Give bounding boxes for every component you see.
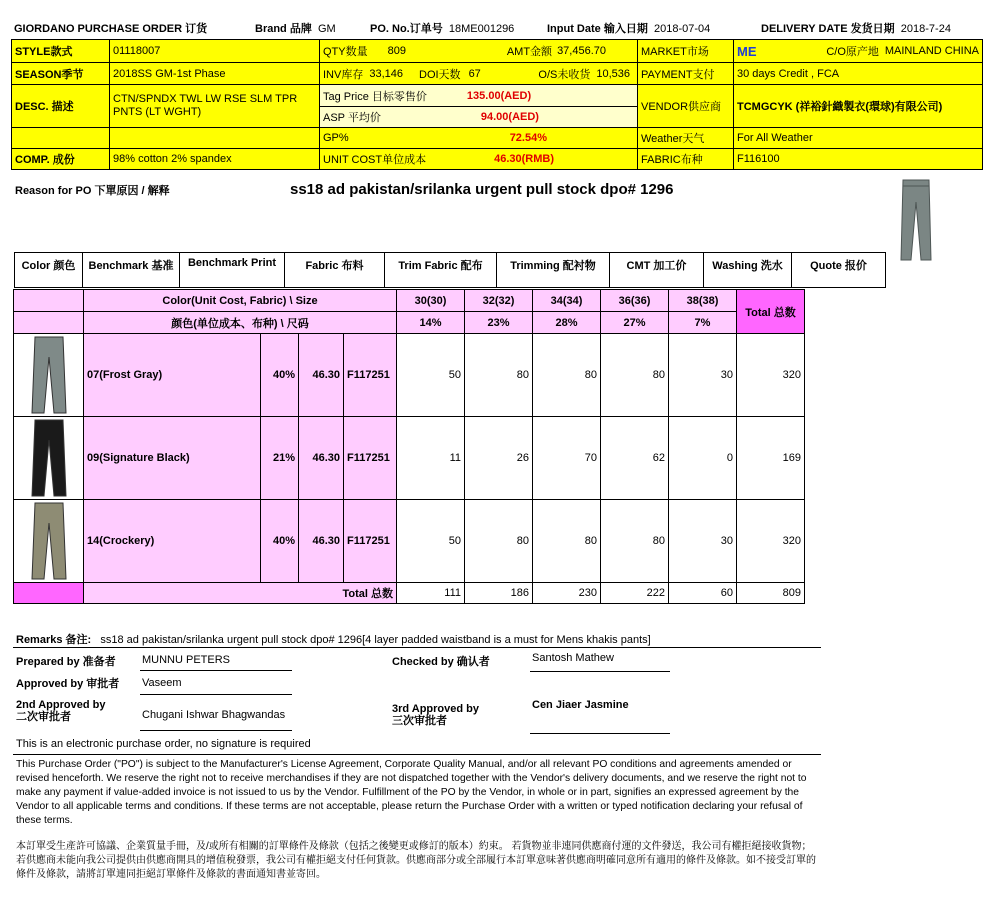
qty-cell: 80 (601, 500, 669, 583)
qty-cell: 80 (533, 334, 601, 417)
fabric-label: FABRIC布种 (638, 149, 734, 170)
size-total: 222 (601, 583, 669, 604)
origin-value: MAINLAND CHINA (884, 45, 979, 57)
size-header: 34(34) (533, 290, 601, 312)
color-fabric: F117251 (344, 334, 397, 417)
input-date-value: 2018-07-04 (653, 23, 711, 35)
brand-value: GM (317, 23, 336, 35)
size-ratio: 28% (533, 312, 601, 334)
po-number-value: 18ME001296 (448, 23, 515, 35)
po-number-field (370, 20, 514, 36)
tag-price-label: Tag Price 目标零售价 (323, 90, 427, 103)
size-total: 111 (397, 583, 465, 604)
unit-cost-label: UNIT COST单位成本 (323, 154, 427, 166)
qty-cell: 30 (669, 500, 737, 583)
color-name: 07(Frost Gray) (84, 334, 261, 417)
product-thumbnail (897, 178, 935, 262)
qty-cell: 26 (465, 417, 533, 500)
size-header: 38(38) (669, 290, 737, 312)
size-header: 30(30) (397, 290, 465, 312)
size-breakdown-table (13, 289, 805, 604)
color-share: 40% (261, 334, 299, 417)
pants-icon (897, 178, 935, 262)
qty-cell: 80 (465, 500, 533, 583)
os-label: O/S未收货 (538, 68, 591, 81)
totals-row (14, 583, 805, 604)
pants-icon (27, 335, 71, 415)
po-title: GIORDANO PURCHASE ORDER 订货 (14, 23, 208, 35)
color-name: 09(Signature Black) (84, 417, 261, 500)
color-swatch-cell (14, 500, 84, 583)
category-benchmark-print: Benchmark Print (180, 253, 285, 288)
table-row (14, 334, 805, 417)
size-total: 186 (465, 583, 533, 604)
payment-value: 30 days Credit , FCA (734, 63, 983, 85)
inventory-cell (320, 63, 638, 85)
vendor-value: TCMGCYK (祥裕針織製衣(環球)有限公司) (734, 85, 983, 128)
weather-label: Weather天气 (638, 128, 734, 149)
legal-text-en: This Purchase Order ("PO") is subject to the Manufacturer's License Agreement, Corporate Quality Manual, and/or all relevant PO conditions and agreements amended or revised henceforth. We reserve the right not to receive merchandises if they are not dispatched together with the Vendor's delivery documents, and we reserve the right not to make any payment if value-added invoice is not issued to us by the Vendor. Fulfillment of the PO by the Vendor, in whole or in part, signifies an expressed agreement by the Vendor to all applicable terms and conditions. If these terms are not acceptable, please return the Purchase Order with a written or typed notification declaring your refusal of these terms. (16, 759, 807, 826)
color-swatch-cell (14, 334, 84, 417)
style-label: STYLE款式 (12, 40, 110, 63)
size-total: 230 (533, 583, 601, 604)
approved-label: Approved by 审批者 (16, 678, 120, 690)
brand-label: Brand 品牌 (255, 23, 312, 35)
prepared-value: MUNNU PETERS (140, 654, 292, 671)
qty-value: 809 (387, 45, 406, 57)
color-cost: 46.30 (299, 334, 344, 417)
approved2-label-cn: 二次审批者 (16, 711, 71, 723)
inv-label: INV库存 (323, 68, 364, 81)
grid-head-line1: Color(Unit Cost, Fabric) \ Size (84, 290, 397, 312)
total-header: Total 总数 (737, 290, 805, 334)
season-value: 2018SS GM-1st Phase (110, 63, 320, 85)
color-cost: 46.30 (299, 500, 344, 583)
comp-value: 98% cotton 2% spandex (110, 149, 320, 170)
grid-head-line2: 颜色(单位成本、布种) \ 尺码 (84, 312, 397, 334)
amt-label: AMT金额 (506, 46, 553, 58)
approved3-label-en: 3rd Approved by (392, 703, 479, 715)
market-value: ME (737, 43, 757, 59)
electronic-note: This is an electronic purchase order, no signature is required (16, 738, 311, 750)
category-quote: Quote 报价 (792, 253, 886, 288)
row-total: 320 (737, 500, 805, 583)
style-value: 01118007 (110, 40, 320, 63)
size-total: 60 (669, 583, 737, 604)
weather-value: For All Weather (734, 128, 983, 149)
asp-label: ASP 平均价 (323, 112, 381, 124)
po-number-label: PO. No.订单号 (370, 23, 443, 35)
desc-label: DESC. 描述 (12, 85, 110, 128)
row-total: 320 (737, 334, 805, 417)
checked-label: Checked by 确认者 (392, 656, 490, 668)
reason-label: Reason for PO 下單原因 / 解释 (15, 185, 170, 197)
approved-value: Vaseem (140, 677, 292, 695)
market-origin-cell (734, 40, 983, 63)
category-washing: Washing 洗水 (704, 253, 792, 288)
pants-icon (27, 418, 71, 498)
remarks-text: ss18 ad pakistan/srilanka urgent pull stock dpo# 1296[4 layer padded waistband is a must for Mens khakis pants] (100, 634, 651, 646)
comp-label: COMP. 成份 (12, 149, 110, 170)
color-name: 14(Crockery) (84, 500, 261, 583)
size-header: 32(32) (465, 290, 533, 312)
color-fabric: F117251 (344, 500, 397, 583)
vendor-label: VENDOR供应商 (638, 85, 734, 128)
os-value: 10,536 (596, 67, 630, 80)
grid-head-blank (14, 312, 84, 334)
approved2-label (16, 699, 105, 723)
unit-cost-value: 46.30(RMB) (494, 153, 554, 165)
qty-cell: 80 (533, 500, 601, 583)
desc-value: CTN/SPNDX TWL LW RSE SLM TPR PNTS (LT WGHT) (110, 85, 320, 128)
category-trimming: Trimming 配衬物 (497, 253, 610, 288)
brand-field (255, 20, 336, 36)
qty-cell: 62 (601, 417, 669, 500)
approved2-value: Chugani Ishwar Bhagwandas (140, 709, 292, 731)
category-row (14, 252, 886, 288)
qty-cell: 80 (465, 334, 533, 417)
category-trim-fabric: Trim Fabric 配布 (385, 253, 497, 288)
gp-value: 72.54% (509, 132, 547, 144)
totals-label: Total 总数 (84, 583, 397, 604)
color-share: 40% (261, 500, 299, 583)
approved2-label-en: 2nd Approved by (16, 699, 106, 711)
doi-value: 67 (468, 67, 481, 80)
market-label: MARKET市场 (638, 40, 734, 63)
fabric-value: F116100 (734, 149, 983, 170)
qty-cell: 80 (601, 334, 669, 417)
color-share: 21% (261, 417, 299, 500)
doi-label: DOI天数 (419, 68, 461, 81)
size-header: 36(36) (601, 290, 669, 312)
checked-value: Santosh Mathew (530, 652, 670, 672)
divider (13, 647, 821, 648)
season-label: SEASON季节 (12, 63, 110, 85)
category-fabric: Fabric 布料 (285, 253, 385, 288)
totals-blank (14, 583, 84, 604)
delivery-date-field (761, 20, 951, 36)
po-info-table (11, 39, 983, 170)
category-benchmark: Benchmark 基准 (83, 253, 180, 288)
category-color: Color 颜色 (15, 253, 83, 288)
color-fabric: F117251 (344, 417, 397, 500)
tag-price-cell (320, 85, 638, 107)
qty-cell: 11 (397, 417, 465, 500)
asp-cell (320, 107, 638, 128)
legal-text-cn: 本訂單受生產許可協議、企業質量手冊，及/或所有相關的訂單條件及條款（包括之後變更或修訂的版本）約束。 若貨物並非連同供應商付運的文件發送，我公司有權拒絕接收貨物；若供應商未能向我公司提供由供應商開具的增值稅發票，我公司有權拒絕支付任何貨款。供應商部分或全部履行本訂單意味著供應商明確同意所有適用的條件及條款。如不接受訂單的條件及條款，請將訂單連同拒絕訂單條件及條款的書面通知書並寄回。 (16, 841, 816, 880)
reason-text: ss18 ad pakistan/srilanka urgent pull stock dpo# 1296 (290, 181, 674, 198)
size-ratio: 14% (397, 312, 465, 334)
qty-cell: 70 (533, 417, 601, 500)
table-row (14, 500, 805, 583)
row-total: 169 (737, 417, 805, 500)
delivery-date-label: DELIVERY DATE 发货日期 (761, 23, 895, 35)
payment-label: PAYMENT支付 (638, 63, 734, 85)
amt-value: 37,456.70 (557, 45, 606, 57)
qty-cell: 50 (397, 334, 465, 417)
qty-amt-cell (320, 40, 638, 63)
input-date-field (547, 20, 710, 36)
gp-label: GP% (323, 132, 349, 144)
approved3-label (392, 703, 479, 727)
qty-cell: 0 (669, 417, 737, 500)
tag-price-value: 135.00(AED) (466, 89, 532, 102)
remarks-label: Remarks 备注: (16, 634, 92, 646)
approved3-value: Cen Jiaer Jasmine (530, 699, 670, 734)
gp-cell (320, 128, 638, 149)
unit-cost-cell (320, 149, 638, 170)
size-ratio: 23% (465, 312, 533, 334)
inv-value: 33,146 (369, 67, 403, 80)
qty-label: QTY数量 (323, 46, 368, 58)
asp-value: 94.00(AED) (480, 111, 539, 123)
grid-head-blank (14, 290, 84, 312)
grand-total: 809 (737, 583, 805, 604)
table-row (14, 417, 805, 500)
category-cmt: CMT 加工价 (610, 253, 704, 288)
color-swatch-cell (14, 417, 84, 500)
remarks (16, 631, 651, 647)
qty-cell: 30 (669, 334, 737, 417)
qty-cell: 50 (397, 500, 465, 583)
pants-icon (27, 501, 71, 581)
origin-label: C/O原产地 (826, 46, 879, 58)
size-ratio: 7% (669, 312, 737, 334)
size-ratio: 27% (601, 312, 669, 334)
prepared-label: Prepared by 准备者 (16, 656, 116, 668)
input-date-label: Input Date 输入日期 (547, 23, 648, 35)
divider (13, 754, 821, 755)
color-cost: 46.30 (299, 417, 344, 500)
approved3-label-cn: 三次审批者 (392, 715, 447, 727)
delivery-date-value: 2018-7-24 (900, 23, 951, 35)
